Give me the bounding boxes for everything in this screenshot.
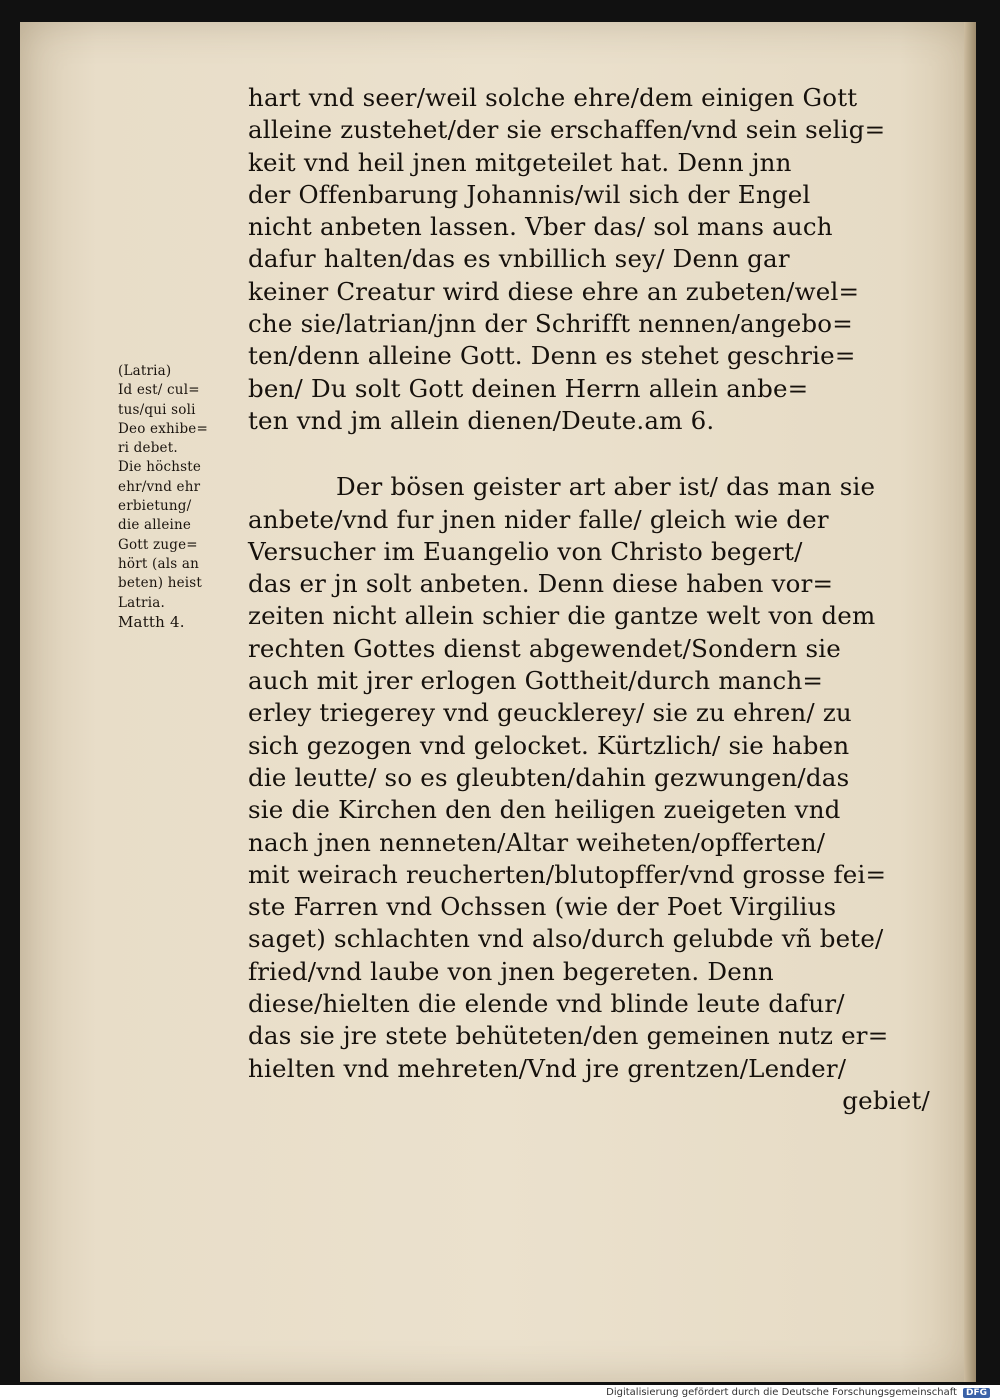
text-line: sie die Kirchen den den heiligen zueigeten vnd bbox=[248, 795, 841, 825]
marginal-line: Die höchste bbox=[118, 459, 202, 476]
text-line: ben/ Du solt Gott deinen Herrn allein anbe= bbox=[248, 373, 809, 403]
text-line: sich gezogen vnd gelocket. Kürtzlich/ sie haben bbox=[248, 730, 850, 760]
text-line: che sie/latrian/jnn der Schrifft nennen/angebo= bbox=[248, 309, 853, 339]
text-line: saget) schlachten vnd also/durch gelubde vñ bete/ bbox=[248, 924, 884, 954]
marginal-line: ri debet. bbox=[118, 440, 178, 457]
text-line: rechten Gottes dienst abgewendet/Sondern sie bbox=[248, 633, 841, 663]
text-line: das sie jre stete behüteten/den gemeinen nutz er= bbox=[248, 1021, 889, 1051]
text-line: hart vnd seer/weil solche ehre/dem einigen Gott bbox=[248, 83, 858, 112]
marginal-line: die alleine bbox=[118, 517, 192, 534]
text-line: dafur halten/das es vnbillich sey/ Denn gar bbox=[248, 244, 790, 274]
text-line: nicht anbeten lassen. Vber das/ sol mans auch bbox=[248, 212, 833, 242]
text-line: ste Farren vnd Ochssen (wie der Poet Virgilius bbox=[248, 892, 837, 922]
text-line: ten vnd jm allein dienen/Deute.am 6. bbox=[248, 405, 715, 435]
marginal-line: (Latria) bbox=[118, 363, 172, 379]
text-line: auch mit jrer erlogen Gottheit/durch manch= bbox=[248, 666, 824, 696]
text-line: alleine zustehet/der sie erschaffen/vnd sein selig= bbox=[248, 115, 886, 145]
marginal-line: ehr/vnd ehr bbox=[118, 478, 201, 495]
text-line: keiner Creatur wird diese ehre an zubeten/wel= bbox=[248, 276, 860, 306]
marginal-line: beten) heist bbox=[118, 575, 203, 592]
text-line: Versucher im Euangelio von Christo begert/ bbox=[248, 536, 803, 566]
text-line: diese/hielten die elende vnd blinde leute dafur/ bbox=[248, 989, 845, 1019]
text-line: ten/denn alleine Gott. Denn es stehet geschrie= bbox=[248, 341, 856, 371]
footer-credit: Digitalisierung gefördert durch die Deutsche Forschungsgemeinschaft bbox=[606, 1387, 957, 1398]
marginal-line: tus/qui soli bbox=[118, 401, 196, 418]
text-line: keit vnd heil jnen mitgeteilet hat. Denn jnn bbox=[248, 147, 792, 177]
text-line: die leutte/ so es gleubten/dahin gezwungen/das bbox=[248, 762, 850, 792]
catchword: gebiet/ bbox=[842, 1085, 930, 1115]
marginal-line: Latria. bbox=[118, 594, 165, 611]
main-text-block bbox=[248, 82, 938, 1117]
text-line: der Offenbarung Johannis/wil sich der Engel bbox=[248, 179, 811, 209]
text-line: mit weirach reucherten/blutopffer/vnd grosse fei= bbox=[248, 859, 887, 889]
paragraph-gap bbox=[248, 437, 938, 471]
text-line: hielten vnd mehreten/Vnd jre grentzen/Lender/ bbox=[248, 1053, 847, 1083]
marginal-line: Deo exhibe= bbox=[118, 420, 208, 437]
text-line: das er jn solt anbeten. Denn diese haben vor= bbox=[248, 569, 834, 599]
text-line: zeiten nicht allein schier die gantze welt von dem bbox=[248, 601, 876, 631]
text-line: erley triegerey vnd geucklerey/ sie zu ehren/ zu bbox=[248, 698, 852, 728]
marginal-line: Matth 4. bbox=[118, 612, 185, 631]
page-edge bbox=[964, 22, 976, 1382]
marginal-line: erbietung/ bbox=[118, 498, 192, 515]
marginal-note bbox=[118, 362, 263, 632]
text-line: Der bösen geister art aber ist/ das man sie bbox=[336, 472, 876, 502]
marginal-line: Gott zuge= bbox=[118, 536, 198, 553]
marginal-line: Id est/ cul= bbox=[118, 382, 200, 399]
dfg-logo: DFG bbox=[963, 1388, 990, 1398]
marginal-line: hört (als an bbox=[118, 555, 199, 572]
text-line: anbete/vnd fur jnen nider falle/ gleich wie der bbox=[248, 504, 829, 534]
text-line: fried/vnd laube von jnen begereten. Denn bbox=[248, 956, 774, 986]
footer-bar bbox=[0, 1385, 1000, 1400]
text-line: nach jnen nenneten/Altar weiheten/opfferten/ bbox=[248, 827, 826, 857]
